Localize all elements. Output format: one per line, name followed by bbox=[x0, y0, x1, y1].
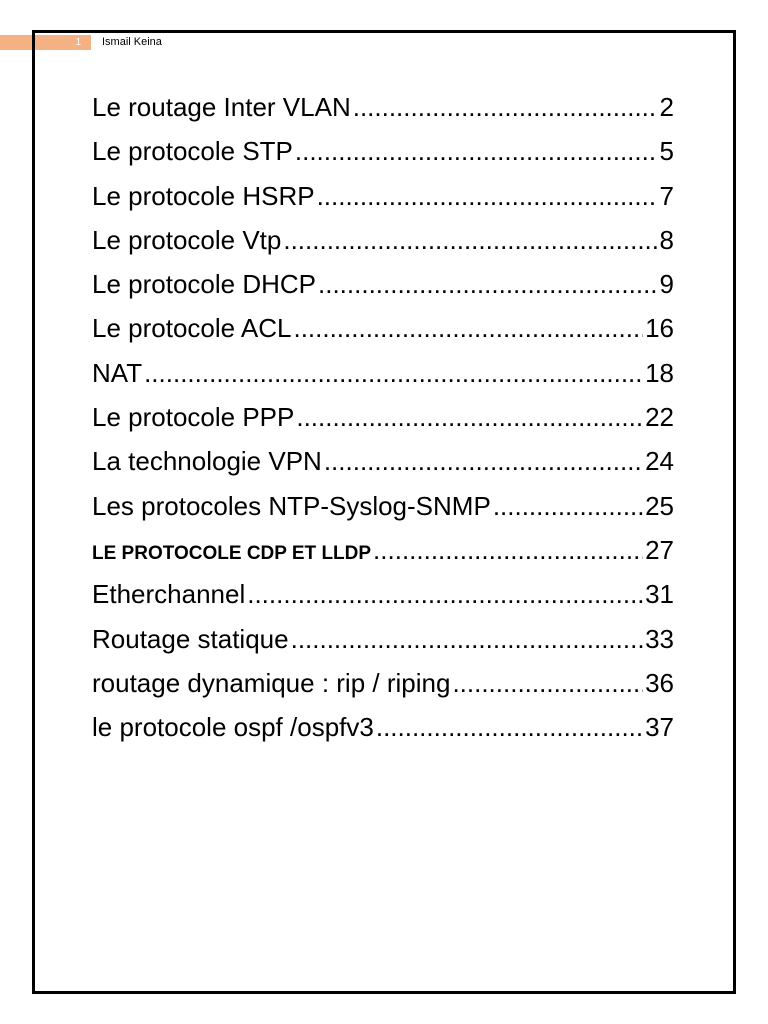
toc-entry-page: 18 bbox=[645, 357, 674, 388]
toc-entry-page: 16 bbox=[645, 313, 674, 344]
toc-dot-leader bbox=[144, 351, 643, 395]
toc-entry-title: routage dynamique : rip / riping bbox=[92, 667, 451, 698]
toc-entry[interactable] bbox=[92, 85, 674, 129]
toc-entry-page: 37 bbox=[645, 712, 674, 743]
toc-dot-leader bbox=[376, 705, 643, 749]
toc-dot-leader bbox=[296, 395, 643, 439]
toc-entry-page: 24 bbox=[645, 446, 674, 477]
toc-entry-page: 25 bbox=[645, 490, 674, 521]
toc-entry[interactable] bbox=[92, 661, 674, 705]
toc-entry-title: Le protocole Vtp bbox=[92, 224, 282, 255]
toc-entry[interactable] bbox=[92, 306, 674, 350]
table-of-contents bbox=[92, 85, 674, 749]
toc-entry-page: 27 bbox=[645, 534, 674, 565]
toc-entry[interactable] bbox=[92, 174, 674, 218]
toc-entry-title: La technologie VPN bbox=[92, 446, 322, 477]
toc-entry-page: 22 bbox=[645, 402, 674, 433]
toc-entry-title: Le protocole DHCP bbox=[92, 269, 316, 300]
toc-entry-page: 2 bbox=[659, 92, 674, 122]
toc-entry-page: 36 bbox=[645, 667, 674, 698]
toc-entry-title: LE PROTOCOLE CDP ET LLDP bbox=[92, 542, 372, 564]
toc-entry-title: Le protocole ACL bbox=[92, 313, 292, 344]
toc-dot-leader bbox=[293, 306, 643, 350]
toc-dot-leader bbox=[295, 129, 658, 173]
page-number-tab: 1 bbox=[0, 35, 91, 50]
toc-entry[interactable] bbox=[92, 572, 674, 616]
toc-dot-leader bbox=[373, 528, 643, 572]
toc-dot-leader bbox=[324, 439, 643, 483]
toc-entry-title: le protocole ospf /ospfv3 bbox=[92, 712, 374, 743]
toc-entry-page: 31 bbox=[645, 579, 674, 610]
toc-entry[interactable] bbox=[92, 395, 674, 439]
toc-entry-page: 7 bbox=[659, 180, 674, 211]
toc-entry-title: Les protocoles NTP-Syslog-SNMP bbox=[92, 490, 491, 521]
header-author: Ismail Keina bbox=[102, 36, 162, 48]
toc-entry-page: 8 bbox=[659, 224, 674, 255]
toc-entry[interactable] bbox=[92, 262, 674, 306]
toc-dot-leader bbox=[283, 218, 657, 262]
toc-entry[interactable] bbox=[92, 705, 674, 749]
toc-dot-leader bbox=[247, 572, 643, 616]
toc-entry[interactable] bbox=[92, 129, 674, 173]
toc-entry[interactable] bbox=[92, 484, 674, 528]
toc-dot-leader bbox=[317, 174, 658, 218]
toc-entry-page: 33 bbox=[645, 623, 674, 654]
toc-entry[interactable] bbox=[92, 617, 674, 661]
toc-entry-title: Etherchannel bbox=[92, 579, 246, 610]
toc-entry[interactable] bbox=[92, 218, 674, 262]
toc-entry-title: Le protocole STP bbox=[92, 136, 293, 167]
toc-entry[interactable] bbox=[92, 528, 674, 572]
toc-entry-title: Routage statique bbox=[92, 623, 289, 654]
toc-entry[interactable] bbox=[92, 351, 674, 395]
toc-entry-title: Le routage Inter VLAN bbox=[92, 92, 351, 122]
toc-entry-title: NAT bbox=[92, 357, 143, 388]
toc-entry-title: Le protocole HSRP bbox=[92, 180, 315, 211]
toc-dot-leader bbox=[353, 85, 658, 129]
toc-dot-leader bbox=[452, 661, 643, 705]
toc-entry-title: Le protocole PPP bbox=[92, 402, 295, 433]
toc-entry[interactable] bbox=[92, 439, 674, 483]
toc-dot-leader bbox=[291, 617, 643, 661]
toc-entry-page: 9 bbox=[659, 269, 674, 300]
toc-entry-page: 5 bbox=[659, 136, 674, 167]
toc-dot-leader bbox=[318, 262, 658, 306]
toc-dot-leader bbox=[493, 484, 643, 528]
